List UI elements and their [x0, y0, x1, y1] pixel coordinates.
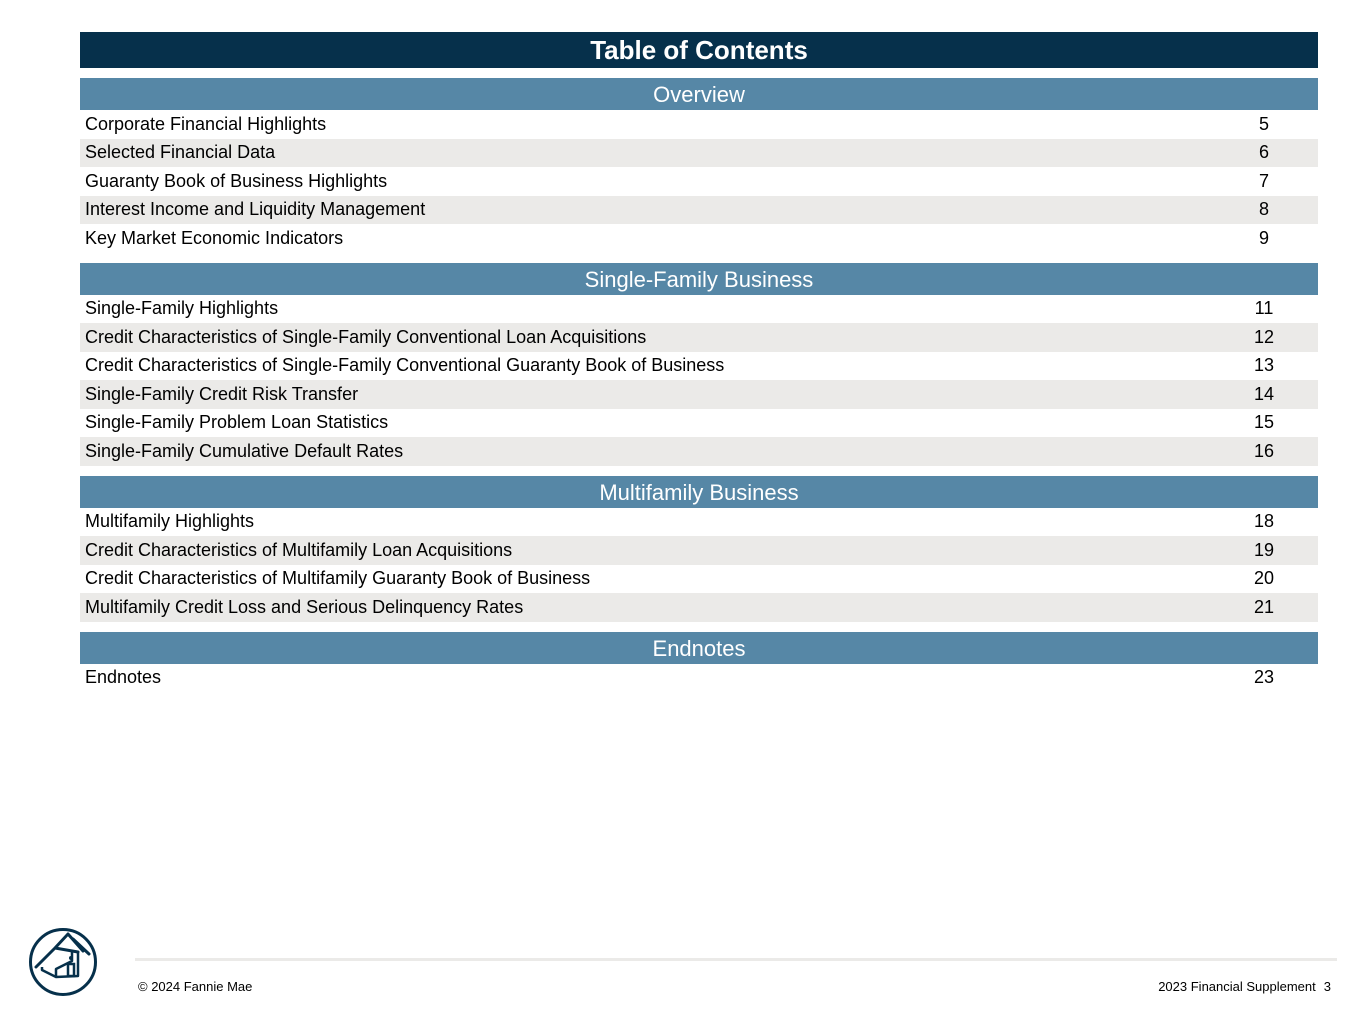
- footer-publication: [1158, 979, 1331, 994]
- toc-row-label: Single-Family Cumulative Default Rates: [85, 440, 404, 461]
- toc-row-page: 16: [1253, 440, 1275, 461]
- toc-row-label: Interest Income and Liquidity Management: [85, 199, 426, 220]
- toc-row-page: 13: [1253, 355, 1275, 376]
- section-endnotes: [80, 632, 1318, 693]
- table-of-contents: [80, 32, 1318, 692]
- section-header: Single-Family Business: [80, 263, 1318, 295]
- toc-row-page: 21: [1253, 596, 1275, 617]
- toc-row-page: 15: [1253, 412, 1275, 433]
- toc-row-label: Credit Characteristics of Single-Family Conventional Loan Acquisitions: [85, 326, 647, 347]
- section-header: Endnotes: [80, 632, 1318, 664]
- toc-row-label: Single-Family Problem Loan Statistics: [85, 412, 389, 433]
- fannie-mae-house-logo-icon: [28, 927, 98, 997]
- toc-row-label: Multifamily Highlights: [85, 511, 255, 532]
- toc-row[interactable]: [80, 565, 1318, 594]
- toc-row-page: 8: [1258, 199, 1269, 220]
- toc-row[interactable]: [80, 437, 1318, 466]
- toc-row-label: Guaranty Book of Business Highlights: [85, 170, 388, 191]
- toc-row-page: 23: [1253, 667, 1275, 688]
- section-header: Overview: [80, 78, 1318, 110]
- toc-row-page: 19: [1253, 539, 1275, 560]
- toc-row-page: 7: [1258, 170, 1269, 191]
- toc-row[interactable]: [80, 664, 1318, 693]
- footer-divider: [135, 958, 1337, 961]
- toc-row-label: Single-Family Highlights: [85, 298, 279, 319]
- page-title: Table of Contents: [80, 32, 1318, 68]
- toc-row[interactable]: [80, 536, 1318, 565]
- footer-publication-title: 2023 Financial Supplement: [1158, 979, 1316, 994]
- toc-row[interactable]: [80, 196, 1318, 225]
- toc-row-label: Credit Characteristics of Multifamily Loan Acquisitions: [85, 539, 513, 560]
- section-overview: [80, 78, 1318, 253]
- toc-row[interactable]: [80, 110, 1318, 139]
- toc-row[interactable]: [80, 323, 1318, 352]
- toc-row[interactable]: [80, 295, 1318, 324]
- toc-row-label: Endnotes: [85, 667, 162, 688]
- toc-row-page: 14: [1253, 383, 1275, 404]
- toc-row[interactable]: [80, 167, 1318, 196]
- toc-row-label: Credit Characteristics of Multifamily Guaranty Book of Business: [85, 568, 591, 589]
- toc-row-page: 5: [1258, 113, 1269, 134]
- toc-row[interactable]: [80, 352, 1318, 381]
- toc-row[interactable]: [80, 409, 1318, 438]
- toc-row[interactable]: [80, 380, 1318, 409]
- toc-row[interactable]: [80, 593, 1318, 622]
- toc-row[interactable]: [80, 224, 1318, 253]
- toc-row-label: Corporate Financial Highlights: [85, 113, 327, 134]
- toc-row-page: 18: [1253, 511, 1275, 532]
- toc-row[interactable]: [80, 139, 1318, 168]
- toc-row-label: Credit Characteristics of Single-Family Conventional Guaranty Book of Business: [85, 355, 725, 376]
- toc-row-page: 6: [1258, 142, 1269, 163]
- toc-row[interactable]: [80, 508, 1318, 537]
- toc-row-page: 12: [1253, 326, 1275, 347]
- toc-row-label: Multifamily Credit Loss and Serious Delinquency Rates: [85, 596, 524, 617]
- section-single-family: [80, 263, 1318, 466]
- section-multifamily: [80, 476, 1318, 622]
- toc-row-label: Key Market Economic Indicators: [85, 227, 344, 248]
- toc-row-label: Single-Family Credit Risk Transfer: [85, 383, 359, 404]
- toc-row-page: 20: [1253, 568, 1275, 589]
- toc-row-label: Selected Financial Data: [85, 142, 276, 163]
- toc-row-page: 9: [1258, 227, 1269, 248]
- toc-row-page: 11: [1254, 298, 1274, 319]
- footer-page-number: 3: [1323, 979, 1331, 994]
- section-header: Multifamily Business: [80, 476, 1318, 508]
- footer-copyright: © 2024 Fannie Mae: [138, 979, 253, 994]
